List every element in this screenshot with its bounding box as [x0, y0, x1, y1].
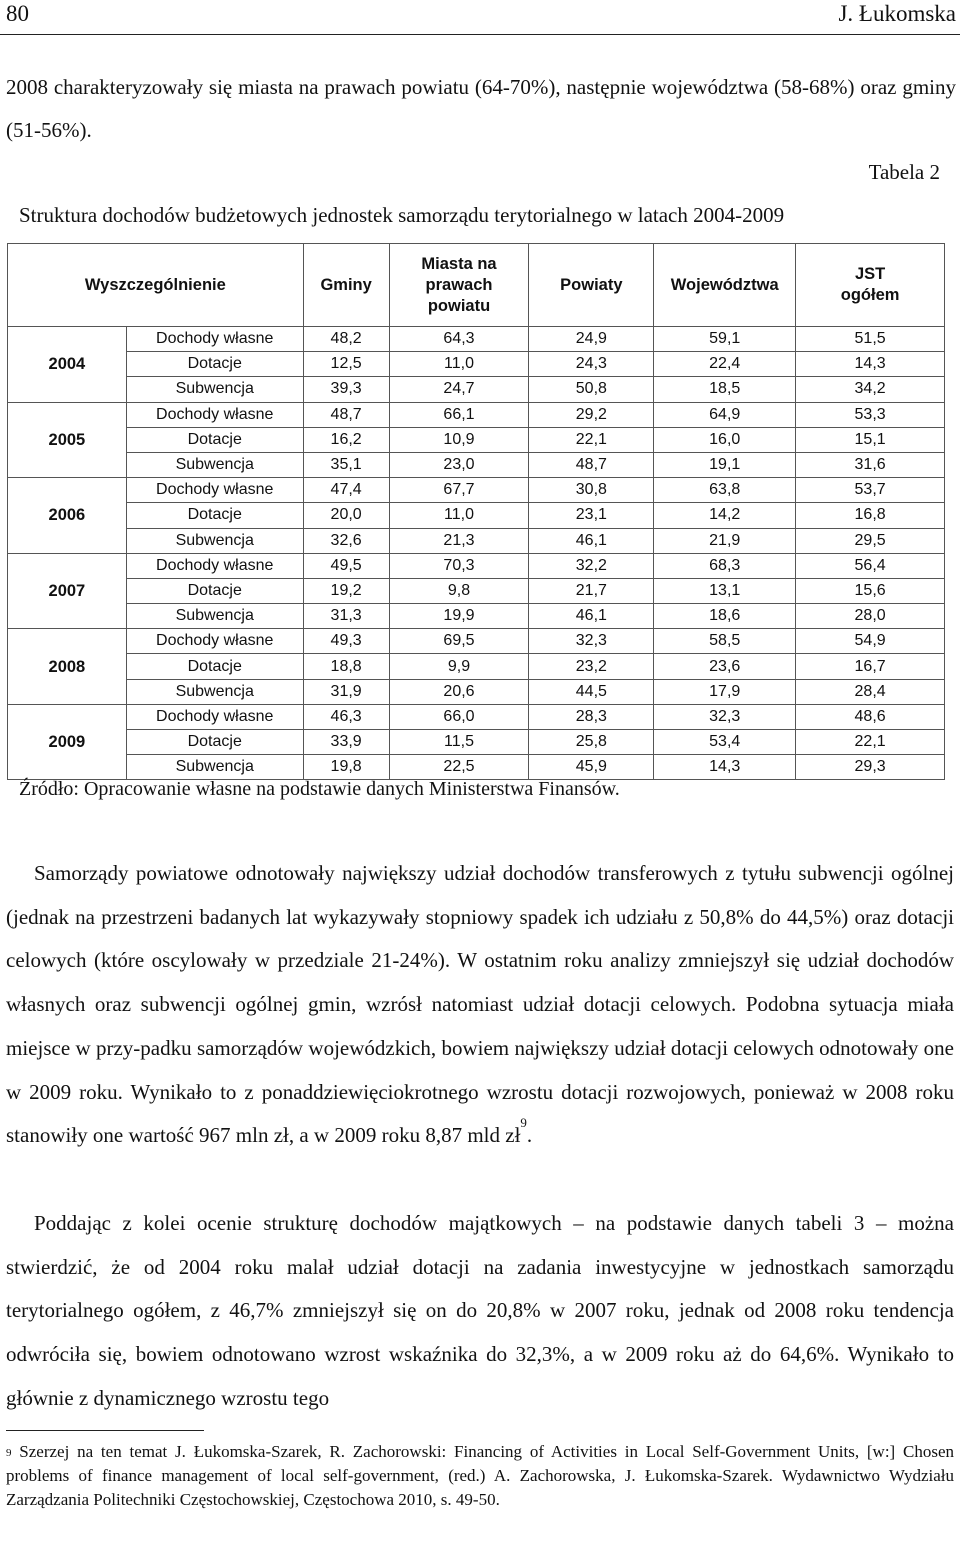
row-label: Dochody własne [126, 402, 303, 427]
value-cell: 21,3 [389, 528, 529, 553]
value-cell: 16,2 [303, 427, 389, 452]
value-cell: 22,1 [529, 427, 654, 452]
value-cell: 53,7 [796, 478, 945, 503]
row-label: Dotacje [126, 654, 303, 679]
value-cell: 30,8 [529, 478, 654, 503]
value-cell: 11,0 [389, 352, 529, 377]
value-cell: 12,5 [303, 352, 389, 377]
table-caption: Struktura dochodów budżetowych jednostek samorządu terytorialnego w latach 2004-2009 [19, 203, 785, 227]
value-cell: 24,3 [529, 352, 654, 377]
header-jst: JST ogółem [796, 244, 945, 327]
row-label: Dochody własne [126, 327, 303, 352]
row-label: Subwencja [126, 679, 303, 704]
value-cell: 53,4 [654, 730, 796, 755]
revenue-structure-table [7, 243, 945, 780]
value-cell: 39,3 [303, 377, 389, 402]
value-cell: 18,6 [654, 604, 796, 629]
value-cell: 48,7 [303, 402, 389, 427]
value-cell: 16,8 [796, 503, 945, 528]
value-cell: 23,6 [654, 654, 796, 679]
paragraph-2: Poddając z kolei ocenie strukturę dochodów majątkowych – na podstawie danych tabeli 3 – można stwierdzić, że od 2004 roku malał udział dotacji na zadania inwestycyjne w jednostkach samorządu terytorialnego ogółem, z 46,7% zmniejszył się on do 20,8% w 2007 roku, jednak od 2008 roku tendencja odwróciła się, bowiem odnotowano wzrost wskaźnika do 32,3%, a w 2009 roku aż do 64,6%. Wynikało to głównie z dynamicznego wzrostu tego [6, 1211, 954, 1410]
table-source: Źródło: Opracowanie własne na podstawie danych Ministerstwa Finansów. [19, 778, 620, 800]
value-cell: 28,4 [796, 679, 945, 704]
row-label: Dotacje [126, 427, 303, 452]
row-label: Subwencja [126, 377, 303, 402]
value-cell: 19,1 [654, 452, 796, 477]
header-powiaty: Powiaty [529, 244, 654, 327]
value-cell: 14,3 [796, 352, 945, 377]
footnote: $^9$ Szerzej na ten temat J. Łukomska-Szarek, R. Zachorowski: Financing of Activities in Local Self-Government Units, [w:] Chosen problems of finance management of local self-government, (red.) A. Zachorowska, J. Łukomska-Szarek. Wydawnictwo Wydziału Zarządzania Politechniki Częstochowskiej, Częstochowa 2010, s. 49-50. [6, 1442, 955, 1509]
row-label: Dochody własne [126, 704, 303, 729]
table-row [8, 402, 945, 427]
table-row [8, 654, 945, 679]
value-cell: 25,8 [529, 730, 654, 755]
value-cell: 32,6 [303, 528, 389, 553]
table-row [8, 730, 945, 755]
table-row [8, 553, 945, 578]
value-cell: 58,5 [654, 629, 796, 654]
value-cell: 21,7 [529, 578, 654, 603]
value-cell: 59,1 [654, 327, 796, 352]
table-row [8, 452, 945, 477]
row-label: Dotacje [126, 503, 303, 528]
row-label: Dotacje [126, 578, 303, 603]
value-cell: 64,9 [654, 402, 796, 427]
value-cell: 34,2 [796, 377, 945, 402]
value-cell: 48,7 [529, 452, 654, 477]
year-cell: 2005 [8, 402, 127, 478]
value-cell: 10,9 [389, 427, 529, 452]
table-row [8, 503, 945, 528]
value-cell: 16,7 [796, 654, 945, 679]
value-cell: 48,6 [796, 704, 945, 729]
running-author: J. Łukomska [838, 1, 956, 26]
value-cell: 18,5 [654, 377, 796, 402]
page-number: 80 [6, 1, 29, 26]
table-row [8, 704, 945, 729]
row-label: Subwencja [126, 755, 303, 780]
table-row [8, 755, 945, 780]
year-cell: 2008 [8, 629, 127, 705]
header-miasta: Miasta na prawach powiatu [389, 244, 529, 327]
value-cell: 11,5 [389, 730, 529, 755]
value-cell: 17,9 [654, 679, 796, 704]
value-cell: 21,9 [654, 528, 796, 553]
value-cell: 48,2 [303, 327, 389, 352]
value-cell: 64,3 [389, 327, 529, 352]
value-cell: 47,4 [303, 478, 389, 503]
value-cell: 35,1 [303, 452, 389, 477]
value-cell: 45,9 [529, 755, 654, 780]
table-number: Tabela 2 [868, 160, 940, 184]
value-cell: 28,3 [529, 704, 654, 729]
value-cell: 49,3 [303, 629, 389, 654]
value-cell: 24,9 [529, 327, 654, 352]
value-cell: 70,3 [389, 553, 529, 578]
footnote-divider [6, 1430, 204, 1431]
row-label: Subwencja [126, 452, 303, 477]
value-cell: 9,9 [389, 654, 529, 679]
value-cell: 53,3 [796, 402, 945, 427]
value-cell: 19,8 [303, 755, 389, 780]
value-cell: 29,2 [529, 402, 654, 427]
value-cell: 67,7 [389, 478, 529, 503]
row-label: Subwencja [126, 528, 303, 553]
footnote-ref: 9 [520, 1115, 527, 1131]
value-cell: 15,6 [796, 578, 945, 603]
table-row [8, 327, 945, 352]
value-cell: 14,2 [654, 503, 796, 528]
value-cell: 66,0 [389, 704, 529, 729]
value-cell: 32,3 [654, 704, 796, 729]
table-row [8, 604, 945, 629]
value-cell: 51,5 [796, 327, 945, 352]
value-cell: 66,1 [389, 402, 529, 427]
value-cell: 9,8 [389, 578, 529, 603]
value-cell: 29,5 [796, 528, 945, 553]
table-body [8, 327, 945, 780]
header-wojewodztwa: Województwa [654, 244, 796, 327]
table-row [8, 478, 945, 503]
year-cell: 2006 [8, 478, 127, 554]
row-label: Dotacje [126, 730, 303, 755]
value-cell: 31,3 [303, 604, 389, 629]
value-cell: 31,6 [796, 452, 945, 477]
value-cell: 22,1 [796, 730, 945, 755]
value-cell: 46,3 [303, 704, 389, 729]
value-cell: 22,4 [654, 352, 796, 377]
value-cell: 19,9 [389, 604, 529, 629]
value-cell: 11,0 [389, 503, 529, 528]
value-cell: 44,5 [529, 679, 654, 704]
row-label: Dochody własne [126, 629, 303, 654]
value-cell: 46,1 [529, 528, 654, 553]
value-cell: 20,0 [303, 503, 389, 528]
value-cell: 49,5 [303, 553, 389, 578]
table-row [8, 528, 945, 553]
header-item: Wyszczególnienie [8, 244, 304, 327]
value-cell: 23,0 [389, 452, 529, 477]
year-cell: 2004 [8, 327, 127, 403]
value-cell: 54,9 [796, 629, 945, 654]
value-cell: 68,3 [654, 553, 796, 578]
value-cell: 22,5 [389, 755, 529, 780]
year-cell: 2009 [8, 704, 127, 780]
intro-text: 2008 charakteryzowały się miasta na prawach powiatu (64-70%), następnie województwa (58-68%) oraz gminy (51-56%). [6, 75, 956, 142]
value-cell: 69,5 [389, 629, 529, 654]
value-cell: 14,3 [654, 755, 796, 780]
value-cell: 23,1 [529, 503, 654, 528]
value-cell: 32,2 [529, 553, 654, 578]
table-row [8, 427, 945, 452]
value-cell: 13,1 [654, 578, 796, 603]
value-cell: 28,0 [796, 604, 945, 629]
table-row [8, 629, 945, 654]
value-cell: 56,4 [796, 553, 945, 578]
value-cell: 46,1 [529, 604, 654, 629]
row-label: Dochody własne [126, 553, 303, 578]
value-cell: 18,8 [303, 654, 389, 679]
table-row [8, 352, 945, 377]
paragraph-1: Samorządy powiatowe odnotowały największy udział dochodów transferowych z tytułu subwencji ogólnej (jednak na przestrzeni badanych lat wykazywały stopniowy spadek ich udziału z 50,8% do 44,5%) oraz dotacji celowych (które oscylowały w przedziale 21-24%). W ostatnim roku analizy zmniejszył się udział dochodów własnych oraz subwencji ogólnej gmin, wzrósł natomiast udział dotacji celowych. Podobna sytuacja miała miejsce w przy-padku samorządów wojewódzkich, bowiem największy udział dotacji celowych odnotowały one w 2009 roku. Wynikało to z ponaddziewięciokrotnego wzrostu dotacji rozwojowych, ponieważ w 2008 roku stanowiły one wartość 967 mln zł, a w 2009 roku 8,87 mld zł$^9$. [6, 861, 954, 1148]
value-cell: 29,3 [796, 755, 945, 780]
value-cell: 19,2 [303, 578, 389, 603]
value-cell: 15,1 [796, 427, 945, 452]
row-label: Dochody własne [126, 478, 303, 503]
page-header [0, 0, 960, 35]
table-row [8, 377, 945, 402]
value-cell: 31,9 [303, 679, 389, 704]
value-cell: 23,2 [529, 654, 654, 679]
value-cell: 24,7 [389, 377, 529, 402]
value-cell: 33,9 [303, 730, 389, 755]
value-cell: 32,3 [529, 629, 654, 654]
table-row [8, 679, 945, 704]
value-cell: 50,8 [529, 377, 654, 402]
value-cell: 16,0 [654, 427, 796, 452]
value-cell: 63,8 [654, 478, 796, 503]
value-cell: 20,6 [389, 679, 529, 704]
table-row [8, 578, 945, 603]
header-gminy: Gminy [303, 244, 389, 327]
row-label: Dotacje [126, 352, 303, 377]
row-label: Subwencja [126, 604, 303, 629]
year-cell: 2007 [8, 553, 127, 629]
